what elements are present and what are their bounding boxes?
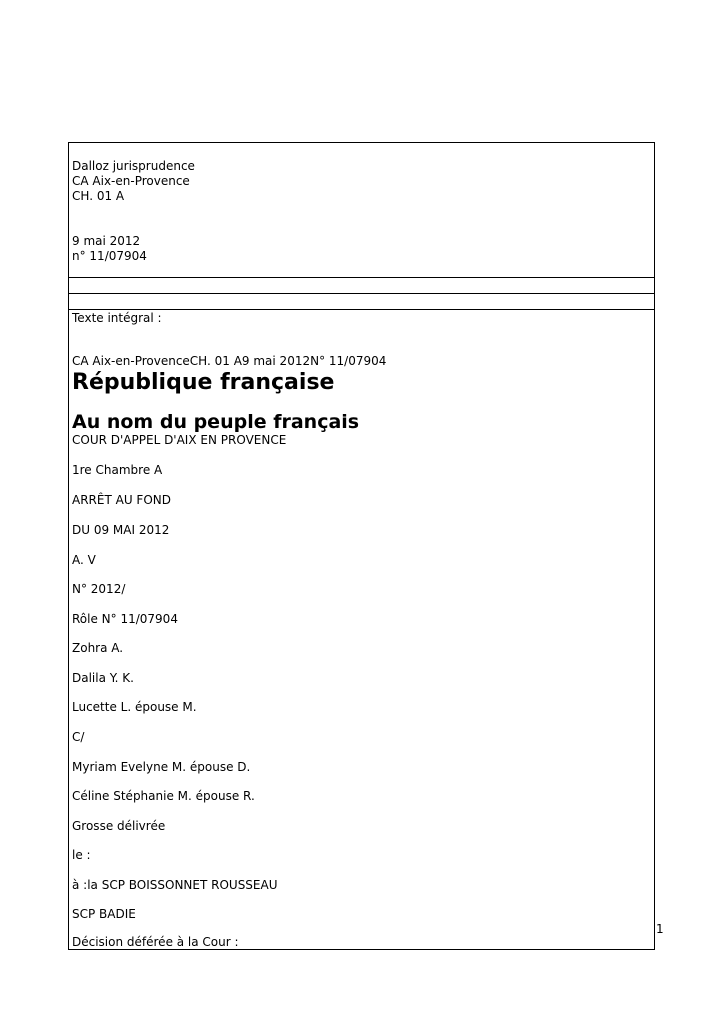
text-line: N° 2012/ xyxy=(72,582,126,596)
text-line: A. V xyxy=(72,553,96,567)
text-line: Dalila Y. K. xyxy=(72,671,134,685)
source-name: Dalloz jurisprudence xyxy=(72,159,195,173)
text-line: Céline Stéphanie M. épouse R. xyxy=(72,789,255,803)
text-line: DU 09 MAI 2012 xyxy=(72,523,170,537)
text-line: Rôle N° 11/07904 xyxy=(72,612,178,626)
court-name: CA Aix-en-Provence xyxy=(72,174,190,188)
decision-reference: CA Aix-en-ProvenceCH. 01 A9 mai 2012N° 11/07904 xyxy=(72,354,387,368)
text-line: le : xyxy=(72,848,91,862)
page-number: 1 xyxy=(656,922,664,936)
row-divider xyxy=(69,293,654,294)
text-line: ARRÊT AU FOND xyxy=(72,493,171,507)
text-line: Lucette L. épouse M. xyxy=(72,700,197,714)
row-divider xyxy=(69,309,654,310)
decision-number: n° 11/07904 xyxy=(72,249,147,263)
text-line: C/ xyxy=(72,730,85,744)
text-line: à :la SCP BOISSONNET ROUSSEAU xyxy=(72,878,278,892)
chamber-name: CH. 01 A xyxy=(72,189,125,203)
text-line: Myriam Evelyne M. épouse D. xyxy=(72,760,251,774)
title-republic: République française xyxy=(72,370,335,395)
text-line: COUR D'APPEL D'AIX EN PROVENCE xyxy=(72,433,287,447)
text-line: Zohra A. xyxy=(72,641,124,655)
text-line: 1re Chambre A xyxy=(72,463,163,477)
title-people: Au nom du peuple français xyxy=(72,411,360,433)
row-divider xyxy=(69,277,654,278)
full-text-label: Texte intégral : xyxy=(72,311,162,325)
text-line: SCP BADIE xyxy=(72,907,136,921)
text-line: Grosse délivrée xyxy=(72,819,166,833)
decision-date: 9 mai 2012 xyxy=(72,234,141,248)
text-line: Décision déférée à la Cour : xyxy=(72,935,239,949)
document-frame xyxy=(68,142,655,950)
